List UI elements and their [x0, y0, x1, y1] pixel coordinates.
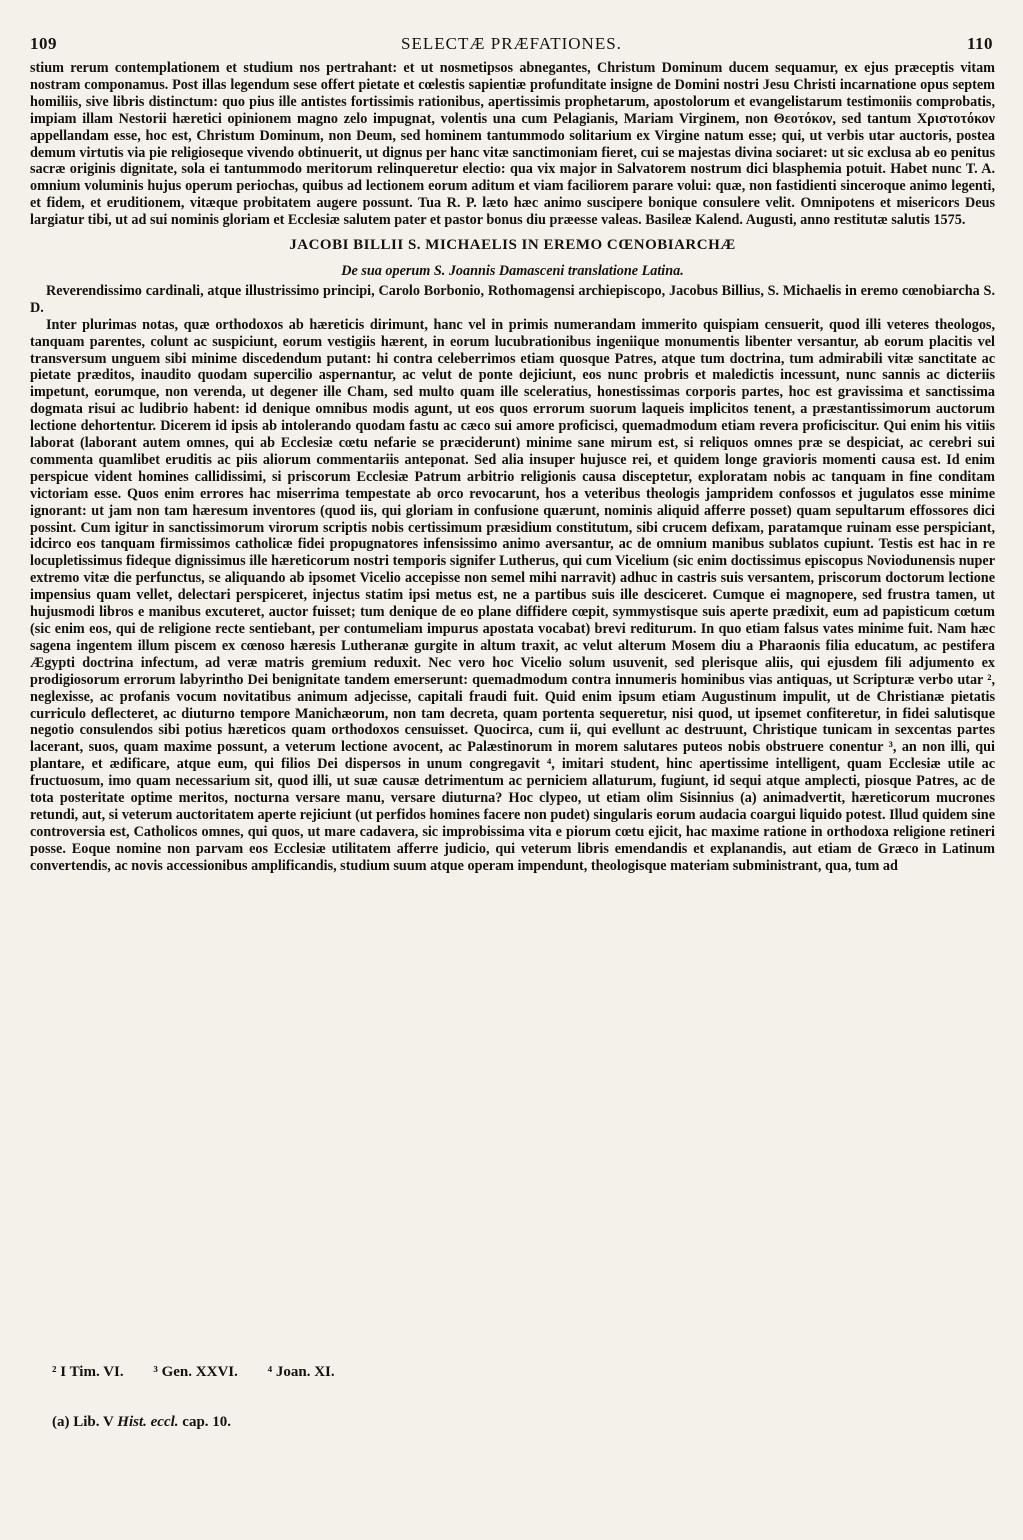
marginal-note	[52, 1414, 993, 1431]
salutation: Reverendissimo cardinali, atque illustrissimo principi, Carolo Borbonio, Rothomagensi archiepiscopo, Jacobus Billius, S. Michaelis in eremo cœnobiarcha S. D.	[30, 282, 995, 316]
page-number-left: 109	[30, 34, 57, 53]
preface-closing-paragraph: stium rerum contemplationem et studium nos pertrahant: et ut nosmetipsos abnegantes, Christum Dominum ducem sequamur, ex ejus præceptis vitam nostram componamus. Post illas legendum sese offert pietate et cœlestis sapientiæ profunditate insigne de Domini nostri Jesu Christi incarnatione opus septem homiliis, sive libris distinctum: quo pius ille antistes fortissimis rationibus, apertissimis prophetarum, apostolorum et evangelistarum testimoniis comprobatis, impiam illam Nestorii hæretici opinionem magno zelo impugnat, volentis una cum Pelagianis, Mariam Virginem, non Θεοτόκον, sed tantum Χριστοτόκον appellandam esse, hoc est, Christum Dominum, non Deum, sed hominem tantummodo solitarium ex Virgine natum esse; qui, ut verbis utar auctoris, postea demum virtutis via pie religioseque vivendo obtinuerit, ut dignus per hanc vitæ sanctimoniam fieret, cui se majestas divina sociaret: ut sic exclusa ab eo penitus sacræ originis dignitate, sola ei tantummodo meritorum relinqueretur electio: qua vix major in Salvatorem nostrum dici blasphemia potuit. Habet nunc T. A. omnium voluminis hujus operum periochas, quibus ad lectionem eorum aditum et viam faciliorem parare volui: quæ, non fastidienti sinceroque animo legenti, et fidem, et eruditionem, vitæque probitatem augere possunt. Tua R. P. læto hæc animo suscipere bonique consulere velit. Omnipotens et misericors Deus largiatur tibi, ut ad sui nominis gloriam et Ecclesiæ salutem pater et pastor bonus diu præesse valeas. Basileæ Kalend. Augusti, anno restitutæ salutis 1575.	[30, 60, 995, 229]
section-title: JACOBI BILLII S. MICHAELIS IN EREMO CŒNOBIARCHÆ	[289, 237, 736, 254]
running-header	[30, 34, 993, 56]
footnote-references	[52, 1364, 993, 1381]
footnotes	[52, 1364, 993, 1431]
body-text	[30, 60, 995, 875]
page-number-right: 110	[966, 34, 993, 53]
section-subtitle: De sua operum S. Joannis Damasceni translatione Latina.	[341, 262, 684, 279]
footnote-ref: ³ Gen. XXVI.	[153, 1364, 238, 1380]
note-prefix: (a) Lib. V	[52, 1414, 114, 1430]
footnote-ref: ⁴ Joan. XI.	[267, 1364, 335, 1380]
note-suffix: cap. 10.	[182, 1414, 232, 1430]
note-title: Hist. eccl.	[117, 1414, 179, 1430]
footnote-ref: ² I Tim. VI.	[52, 1364, 124, 1380]
main-paragraph: Inter plurimas notas, quæ orthodoxos ab hæreticis dirimunt, hanc vel in primis numerandam immerito quispiam censuerit, quod illi veteres theologos, tanquam parentes, colunt ac suspiciunt, eorum vestigiis hærent, in eorum lucubrationibus ingeniique monumentis libenter versantur, ab eorum placitis vel transversum unguem sibi minime discedendum putant: hi contra celeberrimos etiam quosque Patres, atque tum doctrina, tum admirabili vitæ sanctitate ac pietate præditos, inaudito quodam supercilio aspernantur, ac velut de ponte dejiciunt, eos nunc probris et maledictis incessunt, nunc sannis ac dicteriis impetunt, eorumque, non verenda, ut degener ille Cham, sed multo quam ille sceleratius, honestissimas corporis partes, hoc est gravissima et sanctissima dogmata risui ac ludibrio habent: id denique omnibus modis agunt, ut eos quos errorum suorum laqueis implicitos tenent, a præstantissimorum auctorum lectione dehortentur. Dicerem id ipsis ab intolerando quodam fastu ac cæco sui amore proficisci, quemadmodum etiam revera proficiscitur. Qui enim his vitiis laborat (laborant autem omnes, qui ab Ecclesiæ cœtu nefarie se præciderunt) minime sane mirum est, si reliquos omnes præ se despiciat, ac cerebri sui commenta quamlibet eruditis ac piis aliorum commentariis anteponat. Sed alia insuper hujusce rei, et quidem longe gravioris momenti causa est. Id enim perspicue vident homines callidissimi, si priscorum Ecclesiæ Patrum arbitrio religionis causa disceptetur, exploratam nobis ac tanquam in fine conditam victoriam esse. Quos enim errores hac miserrima tempestate ab orco revocarunt, hos a veteribus theologis jampridem confossos et jugulatos esse minime ignorant: ut jam non tam hæresum inventores (quod iis, qui gloriam in confusione quærunt, nominis aliquid afferre posset) quam sepultarum effossores dici possint. Cum igitur in sanctissimorum virorum scriptis nobis certissimum præsidium constitutum, sibi crucem defixam, paratamque ruinam esse perspiciant, idcirco eos tanquam firmissimos catholicæ fidei propugnatores infensissimo animo aversantur, ac de omnium manibus sublatos cupiunt. Testis est hac in re locupletissimus fideque dignissimus ille hæreticorum nostri temporis signifer Lutherus, qui cum Vicelium (sic enim doctissimus episcopus Noviodunensis nuper extremo vitæ die perfunctus, se aliquando ab ipsomet Vicelio accepisse non semel mihi narravit) adhuc in castris suis versantem, priscorum doctorum lectione impensius quam vellet, delectari perspiceret, injectus statim ipsi metus est, ne a partibus suis ille desciceret. Cumque ei magnopere, sed frustra tamen, ut hujusmodi libros e manibus excuteret, auctor fuisset; tum denique de eo plane diffidere cœpit, symmystisque suis aperte prædixit, eum ad papisticum cœtum (sic enim eos, qui de religione recte sentiebant, per contumeliam impurus apostata vocabat) brevi rediturum. In quo etiam falsus vates minime fuit. Nam hæc sagena ingentem illum piscem ex cœnoso hæresis Lutheranæ gurgite in altum traxit, ac velut alterum Mosem diu a Pharaonis filia educatum, ac pestifera Ægypti doctrina infectum, ad veræ matris gremium reduxit. Nec vero hoc Vicelio solum usuvenit, sed plerisque aliis, qui ejusdem fili adjumento ex prodigiosorum errorum labyrintho Dei benignitate tandem emerserunt: quemadmodum contra innumeris hominibus vias antiquas, ut Scripturæ verbo utar ², neglexisse, ac profanis vocum novitatibus animum adjecisse, capitali fraudi fuit. Quid enim ipsum etiam Augustinum impulit, ut de Christianæ pietatis curriculo deflecteret, ac diuturno tempore Manichæorum, non tam decreta, quam portenta sequeretur, nisi quod, ut ipsemet confiteretur, in fidei salutisque negotio consulendos sibi potius hæreticos quam orthodoxos censuisset. Quocirca, cum ii, qui evellunt ac destruunt, Christique tunicam in sexcentas partes lacerant, suos, quam maxime possunt, a veterum lectione avocent, ac Palæstinorum in morem salutares puteos nobis obstruere conentur ³, an non illi, qui plantare, et ædificare, atque eum, qui filios Dei dispersos in unum congregavit ⁴, imitari student, hinc apertissime intelligent, quam Ecclesiæ utile ac fructuosum, imo quam necessarium sit, quod illi, ut suæ causæ detrimentum ac perniciem allaturum, fugiunt, id sequi atque amplecti, piosque Patres, ac de tota posteritate optime meritos, nocturna versare manu, versare diuturna? Hoc clypeo, ut etiam olim Sisinnius (a) animadvertit, hæreticorum mucrones retundi, aut, si veterum auctoritatem aperte rejiciunt (ut perfidos homines facere non pudet) singularis eorum audacia coargui liquido potest. Illud quidem sine controversia est, Catholicos omnes, qui quos, ut mare cadavera, sic improbissima vita e piorum cœtu ejicit, hac maxime ratione in orthodoxa religione retineri posse. Eoque nomine non parvam eos Ecclesiæ utilitatem afferre judicio, qui veterum libris emendandis et explanandis, aut etiam de Græco in Latinum convertendis, ac novis accessionibus amplificandis, studium suum atque operam impendunt, theologisque materiam subministrant, qua, tum ad	[30, 316, 995, 874]
running-title: SELECTÆ PRÆFATIONES.	[401, 34, 622, 53]
